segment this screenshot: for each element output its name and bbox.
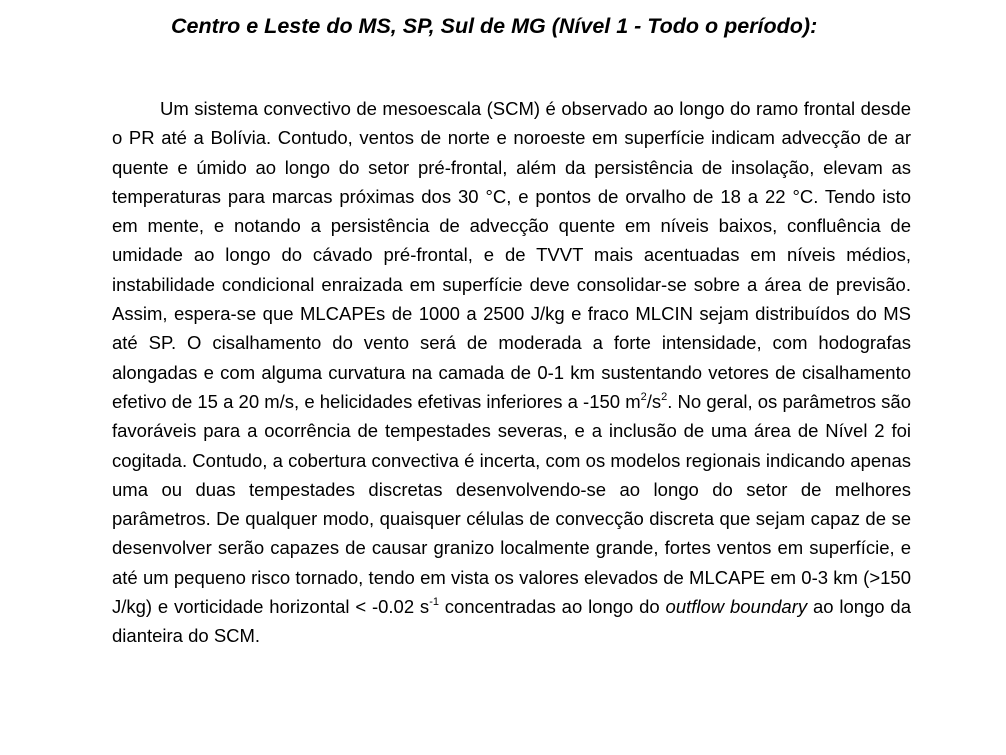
superscript-s2: 2 bbox=[661, 390, 668, 403]
superscript-s-1: -1 bbox=[429, 596, 439, 609]
forecast-paragraph bbox=[112, 94, 911, 651]
section-heading: Centro e Leste do MS, SP, Sul de MG (Nível 1 - Todo o período): bbox=[171, 14, 818, 38]
italic-term: outflow boundary bbox=[665, 596, 808, 618]
paragraph-text-3: . No geral, os parâmetros são favoráveis para a ocorrência de tempestades severas, e a inclusão de uma área de Nível 2 foi cogitada. Contudo, a cobertura convectiva é incerta, com os modelos regionais indicando apenas uma ou duas tempestades discretas desenvolvendo-se ao longo do setor de melhores parâmetros. De qualquer modo, quaisquer células de convecção discreta que sejam capaz de se desenvolver serão capazes de causar granizo localmente grande, fortes ventos em superfície, e até um pequeno risco tornado, tendo em vista os valores elevados de MLCAPE em 0-3 km (>150 J/kg) e vorticidade horizontal < -0.02 s bbox=[112, 390, 911, 618]
paragraph-text-4: concentradas ao longo do bbox=[438, 596, 666, 618]
paragraph-text-2: /s bbox=[646, 390, 662, 412]
paragraph-text-1: Um sistema convectivo de mesoescala (SCM) é observado ao longo do ramo frontal desde o PR até a Bolívia. Contudo, ventos de norte e noroeste em superfície indicam advecção de ar quente e úmido ao longo do setor pré-frontal, além da persistência de insolação, elevam as temperaturas para marcas próximas dos 30 °C, e pontos de orvalho de 18 a 22 °C. Tendo isto em mente, e notando a persistência de advecção quente em níveis baixos, confluência de umidade ao longo do cávado pré-frontal, e de TVVT mais acentuadas em níveis médios, instabilidade condicional enraizada em superfície deve consolidar-se sobre a área de previsão. Assim, espera-se que MLCAPEs de 1000 a 2500 J/kg e fraco MLCIN sejam distribuídos do MS até SP. O cisalhamento do vento será de moderada a forte intensidade, com hodografas alongadas e com alguma curvatura na camada de 0-1 km sustentando vetores de cisalhamento efetivo de 15 a 20 m/s, e helicidades efetivas inferiores a -150 m bbox=[112, 98, 911, 412]
superscript-m2: 2 bbox=[640, 390, 647, 403]
paragraph-text-5: ao longo da dianteira do SCM. bbox=[112, 596, 911, 647]
